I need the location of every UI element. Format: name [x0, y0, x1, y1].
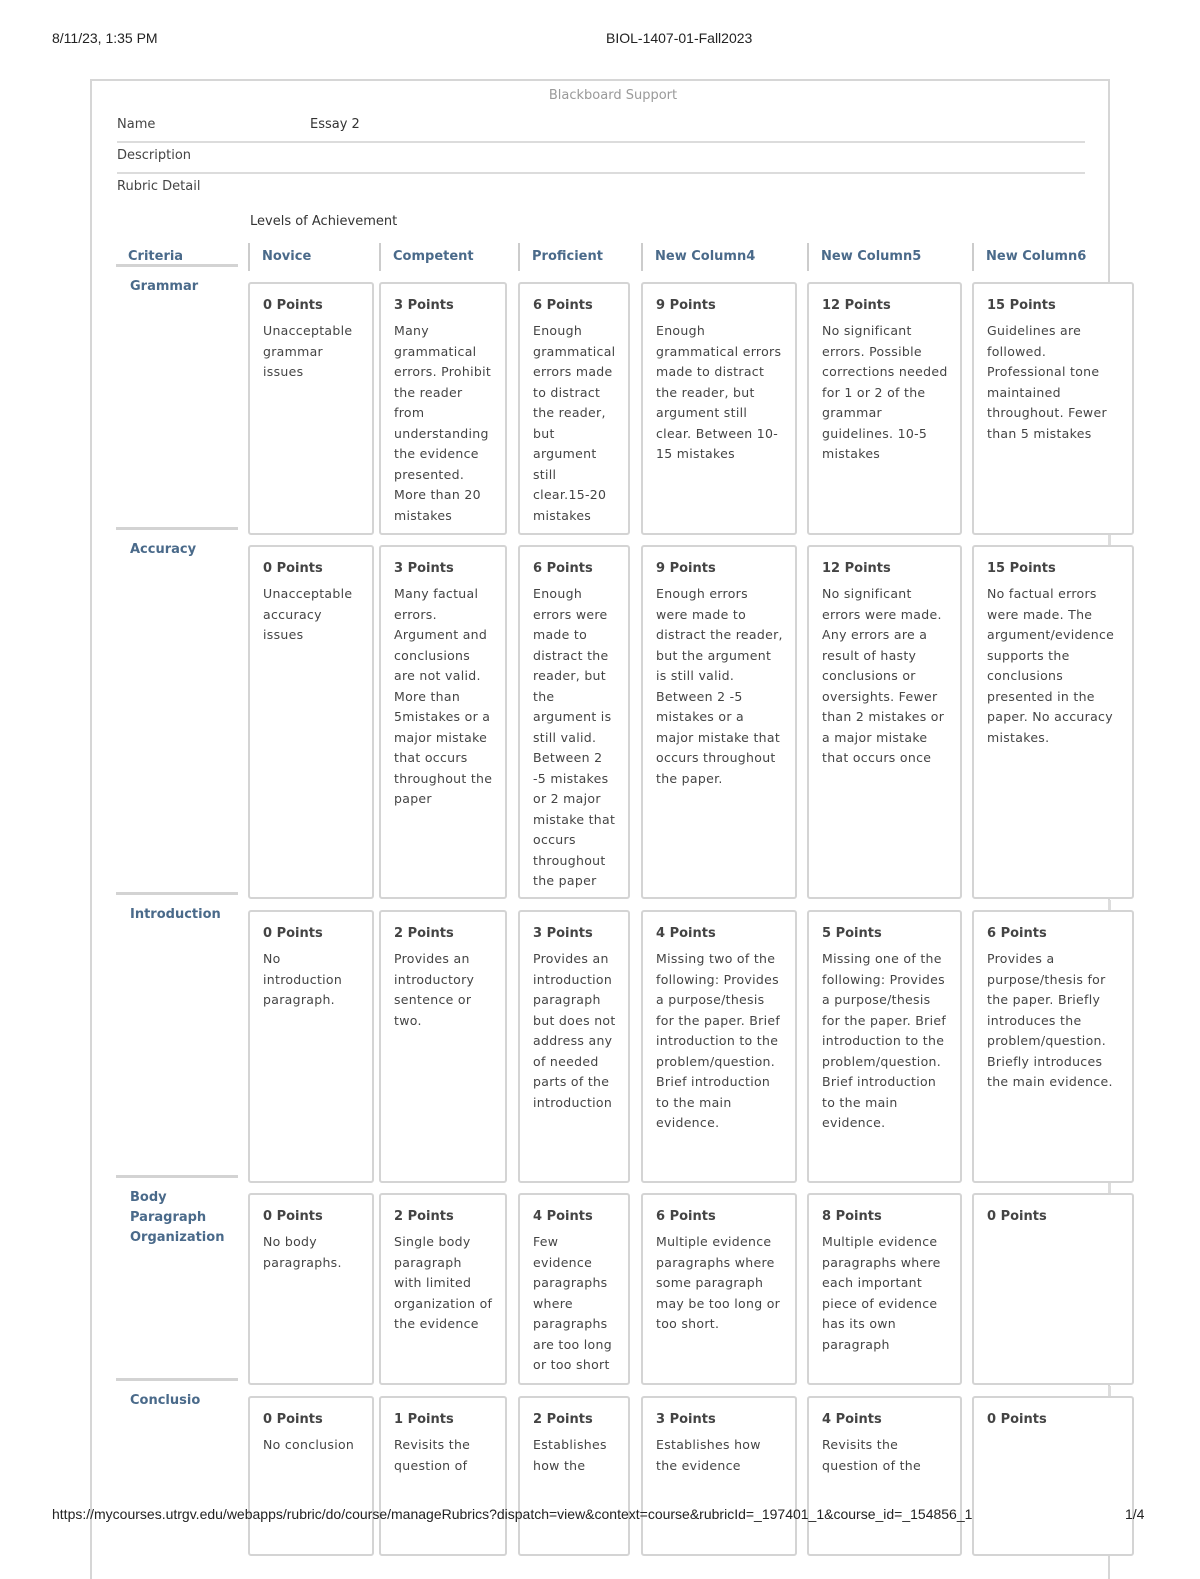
divider — [117, 141, 1085, 143]
cell-description: Revisits the question of — [394, 1437, 471, 1473]
cell-description: Enough errors were made to distract the reader, but the argument is still valid. Between 2 -5 mistakes or a major mistake that occurs throughout the paper. — [656, 586, 783, 786]
criterion-label: Conclusio — [116, 1378, 238, 1411]
levels-of-achievement-label: Levels of Achievement — [250, 214, 398, 229]
rubric-cell — [379, 1396, 507, 1556]
criterion-label: Introduction — [116, 892, 238, 925]
cell-points: 3 Points — [394, 561, 454, 576]
rubric-cell — [518, 910, 630, 1183]
cell-description: No introduction paragraph. — [263, 951, 343, 1007]
column-header: New Column6 — [972, 243, 1134, 271]
cell-points: 0 Points — [263, 926, 323, 941]
rubric-cell — [379, 910, 507, 1183]
cell-description: Enough grammatical errors made to distract the reader, but argument still clear.15-20 mistakes — [533, 323, 616, 523]
print-title: BIOL-1407-01-Fall2023 — [606, 30, 753, 46]
cell-points: 9 Points — [656, 298, 716, 313]
cell-description: Single body paragraph with limited organization of the evidence — [394, 1234, 493, 1331]
cell-description: No body paragraphs. — [263, 1234, 342, 1270]
cell-description: Provides a purpose/thesis for the paper. Briefly introduces the problem/question. Briefly introduces the main evidence. — [987, 951, 1113, 1089]
column-header: Criteria — [128, 249, 184, 264]
row-separator-accent — [1108, 900, 1111, 910]
rubric-cell — [248, 1396, 374, 1556]
rubric-cell — [807, 1396, 962, 1556]
cell-description: Unacceptable grammar issues — [263, 323, 353, 379]
cell-description: Many grammatical errors. Prohibit the reader from understanding the evidence presented. More than 20 mistakes — [394, 323, 492, 523]
cell-points: 12 Points — [822, 298, 891, 313]
cell-description: Enough grammatical errors made to distract the reader, but argument still clear. Between 10-15 mistakes — [656, 323, 782, 461]
rubric-cell — [641, 1396, 797, 1556]
cell-description: Establishes how the evidence — [656, 1437, 761, 1473]
page-number: 1/4 — [1125, 1506, 1145, 1522]
print-date: 8/11/23, 1:35 PM — [52, 30, 158, 46]
cell-description: No conclusion — [263, 1437, 355, 1452]
rubric-cell — [972, 910, 1134, 1183]
column-header: Competent — [379, 243, 507, 271]
cell-points: 0 Points — [263, 1412, 323, 1427]
cell-description: Provides an introductory sentence or two. — [394, 951, 475, 1028]
print-footer — [0, 1506, 1200, 1526]
rubric-cell — [641, 910, 797, 1183]
cell-points: 6 Points — [987, 926, 1047, 941]
rubric-cell — [248, 282, 374, 535]
rubric-cell — [518, 545, 630, 899]
name-value: Essay 2 — [310, 117, 360, 132]
cell-points: 0 Points — [987, 1412, 1047, 1427]
cell-points: 4 Points — [822, 1412, 882, 1427]
rubric-cell — [641, 545, 797, 899]
page-url: https://mycourses.utrgv.edu/webapps/rubric/do/course/manageRubrics?dispatch=view&context=course&rubricId=_197401_1&course_id=_154856_1 — [52, 1506, 973, 1522]
row-separator-accent — [1108, 1386, 1111, 1396]
rubric-cell — [518, 1193, 630, 1385]
cell-points: 0 Points — [263, 298, 323, 313]
cell-points: 3 Points — [394, 298, 454, 313]
rubric-cell — [518, 282, 630, 535]
cell-description: Enough errors were made to distract the reader, but the argument is still valid. Between 2 -5 mistakes or 2 major mistake that occurs throughout the paper — [533, 586, 616, 888]
name-label: Name — [117, 117, 156, 132]
cell-points: 6 Points — [656, 1209, 716, 1224]
column-header: New Column4 — [641, 243, 797, 271]
cell-points: 2 Points — [394, 926, 454, 941]
cell-description: Unacceptable accuracy issues — [263, 586, 353, 642]
rubric-cell — [248, 910, 374, 1183]
row-separator-accent — [1108, 1183, 1111, 1193]
cell-description: Many factual errors. Argument and conclusions are not valid. More than 5mistakes or a major mistake that occurs throughout the paper — [394, 586, 493, 806]
cell-description: Revisits the question of the — [822, 1437, 922, 1473]
cell-points: 3 Points — [656, 1412, 716, 1427]
cell-points: 12 Points — [822, 561, 891, 576]
cell-points: 3 Points — [533, 926, 593, 941]
rubric-cell — [807, 282, 962, 535]
criterion-label: Accuracy — [116, 527, 238, 560]
cell-description: Missing one of the following: Provides a purpose/thesis for the paper. Brief introduction to the problem/question. Brief introduction to the main evidence. — [822, 951, 947, 1130]
rubric-cell — [807, 910, 962, 1183]
rubric-cell — [807, 1193, 962, 1385]
cell-description: Multiple evidence paragraphs where each important piece of evidence has its own paragraph — [822, 1234, 941, 1352]
cell-points: 0 Points — [263, 561, 323, 576]
column-header: Proficient — [518, 243, 630, 271]
cell-description: No significant errors. Possible corrections needed for 1 or 2 of the grammar guidelines. 10-5 mistakes — [822, 323, 948, 461]
frame-title: Blackboard Support — [548, 88, 678, 103]
cell-points: 15 Points — [987, 561, 1056, 576]
cell-points: 4 Points — [656, 926, 716, 941]
cell-description: No factual errors were made. The argument/evidence supports the conclusions presented in the paper. No accuracy mistakes. — [987, 586, 1115, 745]
rubric-detail-label: Rubric Detail — [117, 179, 201, 194]
meta-rubric-detail-row — [117, 179, 1085, 207]
rubric-cell — [972, 1193, 1134, 1385]
print-header — [0, 30, 1200, 50]
cell-points: 15 Points — [987, 298, 1056, 313]
cell-description: Missing two of the following: Provides a purpose/thesis for the paper. Brief introduction to the problem/question. Brief introduction to the main evidence. — [656, 951, 781, 1130]
criterion-label: Grammar — [116, 264, 238, 297]
rubric-cell — [972, 545, 1134, 899]
cell-description: Multiple evidence paragraphs where some paragraph may be too long or too short. — [656, 1234, 781, 1331]
cell-points: 0 Points — [987, 1209, 1047, 1224]
cell-description: Provides an introduction paragraph but does not address any of needed parts of the introduction — [533, 951, 616, 1110]
cell-points: 8 Points — [822, 1209, 882, 1224]
cell-description: Guidelines are followed. Professional tone maintained throughout. Fewer than 5 mistakes — [987, 323, 1107, 441]
rubric-cell — [518, 1396, 630, 1556]
description-label: Description — [117, 148, 192, 163]
rubric-cell — [972, 1396, 1134, 1556]
cell-description: Few evidence paragraphs where paragraphs are too long or too short — [533, 1234, 612, 1372]
cell-points: 6 Points — [533, 298, 593, 313]
row-separator-accent — [1108, 535, 1111, 545]
cell-description: Establishes how the — [533, 1437, 607, 1473]
column-header: New Column5 — [807, 243, 962, 271]
rubric-cell — [248, 1193, 374, 1385]
rubric-cell — [379, 282, 507, 535]
cell-points: 2 Points — [533, 1412, 593, 1427]
rubric-cell — [807, 545, 962, 899]
rubric-cell — [641, 282, 797, 535]
rubric-cell — [379, 545, 507, 899]
cell-points: 1 Points — [394, 1412, 454, 1427]
column-header: Novice — [248, 243, 374, 271]
cell-points: 2 Points — [394, 1209, 454, 1224]
divider — [117, 172, 1085, 174]
cell-points: 0 Points — [263, 1209, 323, 1224]
rubric-cell — [641, 1193, 797, 1385]
cell-points: 4 Points — [533, 1209, 593, 1224]
rubric-cell — [248, 545, 374, 899]
cell-points: 5 Points — [822, 926, 882, 941]
rubric-cell — [379, 1193, 507, 1385]
cell-points: 6 Points — [533, 561, 593, 576]
criterion-label: Body Paragraph Organization — [116, 1175, 238, 1248]
cell-description: No significant errors were made. Any errors are a result of hasty conclusions or oversights. Fewer than 2 mistakes or a major mistake that occurs once — [822, 586, 945, 765]
rubric-cell — [972, 282, 1134, 535]
cell-points: 9 Points — [656, 561, 716, 576]
